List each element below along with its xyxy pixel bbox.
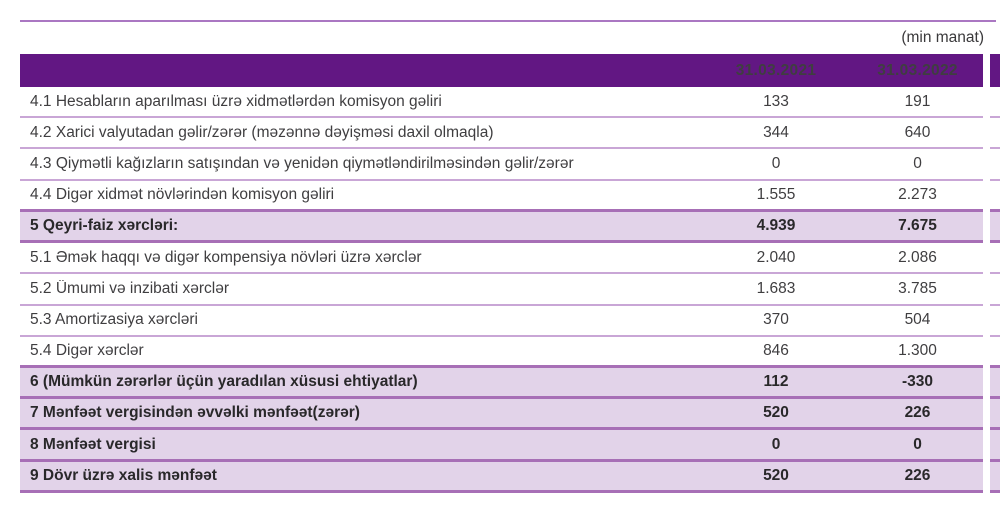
value-2022: 0	[913, 155, 922, 173]
header-label-spacer	[20, 54, 700, 87]
sliver-header-segment	[990, 54, 1000, 87]
row-label: 4.4 Digər xidmət növlərindən komisyon gəliri	[30, 185, 335, 203]
table-row	[20, 181, 983, 212]
row-label: 9 Dövr üzrə xalis mənfəət	[30, 466, 217, 484]
table-row-total	[20, 430, 983, 461]
table-row-total	[20, 368, 983, 399]
table-row	[20, 306, 983, 337]
value-2022: -330	[901, 373, 934, 391]
table-row	[20, 149, 983, 180]
value-2021: 520	[763, 404, 789, 422]
row-label: 8 Mənfəət vergisi	[30, 435, 156, 453]
row-label: 5.2 Ümumi və inzibati xərclər	[30, 279, 229, 297]
value-2021: 0	[771, 155, 781, 173]
value-2021: 1.555	[756, 185, 796, 203]
row-label: 4.3 Qiymətli kağızların satışından və yenidən qiymətləndirilməsindən gəlir/zərər	[30, 155, 574, 173]
row-label: 5 Qeyri-faiz xərcləri:	[30, 216, 179, 234]
value-2021: 344	[763, 123, 789, 141]
top-rule-divider	[20, 20, 996, 22]
right-edge-table-sliver	[990, 54, 1000, 493]
value-2021: 2.040	[756, 248, 796, 266]
value-2021: 112	[763, 373, 789, 391]
row-label: 5.1 Əmək haqqı və digər kompensiya növləri üzrə xərclər	[30, 248, 422, 266]
financial-table	[20, 54, 983, 493]
value-2022: 3.785	[898, 279, 937, 297]
value-2022: 2.086	[898, 248, 937, 266]
value-2021: 133	[763, 92, 789, 110]
row-label: 7 Mənfəət vergisindən əvvəlki mənfəət(zərər)	[30, 404, 360, 422]
table-row-total	[20, 462, 983, 493]
column-header-2021: 31.03.2021	[735, 61, 817, 79]
value-2022: 2.273	[898, 185, 937, 203]
row-label: 5.3 Amortizasiya xərcləri	[30, 311, 198, 329]
unit-note: (min manat)	[901, 29, 984, 46]
value-2021: 0	[771, 435, 781, 453]
value-2021: 846	[763, 341, 789, 359]
table-row	[20, 337, 983, 368]
column-header-2022: 31.03.2022	[877, 61, 958, 79]
value-2022: 226	[904, 404, 931, 422]
table-row	[20, 243, 983, 274]
value-2022: 1.300	[898, 341, 937, 359]
value-2021: 4.939	[756, 216, 796, 234]
value-2022: 191	[904, 92, 931, 110]
table-row-total	[20, 399, 983, 430]
value-2021: 370	[763, 311, 789, 329]
value-2022: 226	[904, 466, 931, 484]
value-2022: 7.675	[898, 216, 937, 234]
row-label: 6 (Mümkün zərərlər üçün yaradılan xüsusi ehtiyatlar)	[30, 373, 418, 391]
table-row	[20, 87, 983, 118]
table-row	[20, 118, 983, 149]
value-2021: 520	[763, 466, 789, 484]
value-2021: 1.683	[756, 279, 796, 297]
value-2022: 0	[913, 435, 922, 453]
table-row-total	[20, 212, 983, 243]
row-label: 4.2 Xarici valyutadan gəlir/zərər (məzənnə dəyişməsi daxil olmaqla)	[30, 123, 494, 141]
value-2022: 640	[904, 123, 931, 141]
row-label: 5.4 Digər xərclər	[30, 341, 144, 359]
value-2022: 504	[904, 311, 931, 329]
row-label: 4.1 Hesabların aparılması üzrə xidmətlərdən komisyon gəliri	[30, 92, 442, 110]
table-header-row	[20, 54, 983, 87]
table-row	[20, 274, 983, 305]
